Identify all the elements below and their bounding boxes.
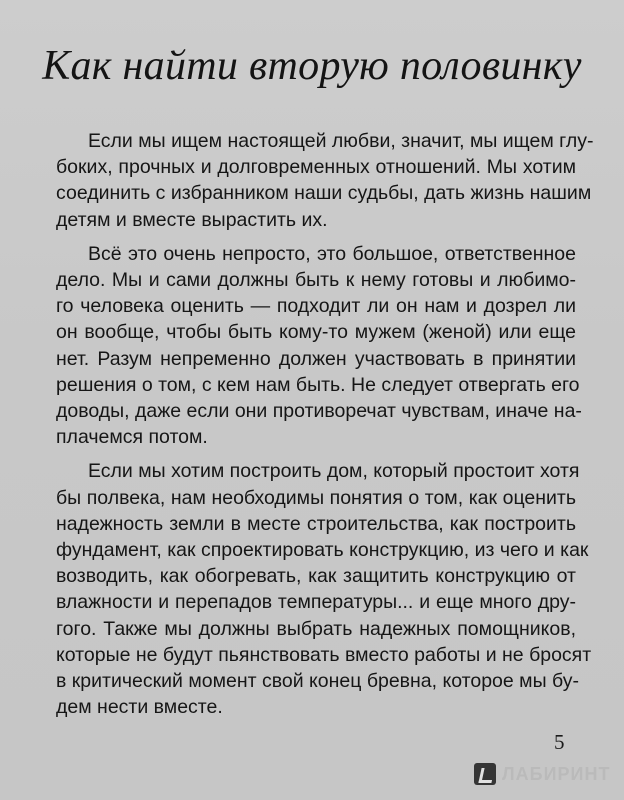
text-line: боких, прочных и долговременных отношений. Мы хотим bbox=[56, 156, 576, 179]
text-line: он вообще, чтобы быть кому-то мужем (женой) или еще bbox=[56, 321, 576, 344]
text-line: гого. Также мы должны выбрать надежных помощников, bbox=[56, 617, 576, 640]
text-line: в критический момент свой конец бревна, которое мы бу- bbox=[56, 670, 579, 693]
text-line: решения о том, с кем нам быть. Не следует отвергать его bbox=[56, 373, 580, 396]
labirint-l-logo-icon bbox=[474, 763, 496, 785]
text-line: которые не будут пьянствовать вместо работы и не бросят bbox=[56, 643, 592, 666]
text-line: плачемся потом. bbox=[56, 426, 208, 449]
text-line: доводы, даже если они противоречат чувствам, иначе на- bbox=[56, 400, 582, 423]
text-line: Если мы хотим построить дом, который простоит хотя bbox=[88, 460, 580, 483]
text-line: фундамент, как спроектировать конструкцию, из чего и как bbox=[56, 539, 589, 562]
chapter-title: Как найти вторую половинку bbox=[42, 43, 582, 89]
text-line: соединить с избранником наши судьбы, дать жизнь нашим bbox=[56, 182, 592, 205]
paragraph-gap bbox=[56, 233, 576, 241]
text-line: Всё это очень непросто, это большое, ответственное bbox=[88, 242, 576, 265]
text-line: Если мы ищем настоящей любви, значит, мы ищем глу- bbox=[88, 130, 594, 152]
text-line: бы полвека, нам необходимы понятия о том, как оценить bbox=[56, 486, 576, 509]
text-line: возводить, как обогревать, как защитить конструкцию от bbox=[56, 565, 576, 588]
page-number: 5 bbox=[554, 730, 565, 754]
paragraph-gap bbox=[56, 450, 576, 458]
paragraph bbox=[56, 458, 592, 720]
watermark bbox=[474, 763, 610, 785]
paragraph bbox=[56, 241, 582, 451]
text-line: нет. Разум непременно должен участвовать в принятии bbox=[56, 347, 576, 370]
text-line: детям и вместе вырастить их. bbox=[56, 208, 328, 231]
paragraph bbox=[56, 128, 594, 233]
body-text bbox=[56, 128, 594, 720]
text-line: дем нести вместе. bbox=[56, 696, 223, 719]
text-line: надежность земли в месте строительства, как построить bbox=[56, 512, 576, 535]
text-line: го человека оценить — подходит ли он нам и дозрел ли bbox=[56, 295, 576, 318]
text-line: дело. Мы и сами должны быть к нему готовы и любимо- bbox=[56, 269, 576, 292]
watermark-text: ЛАБИРИНТ bbox=[502, 763, 611, 784]
text-line: влажности и перепадов температуры... и еще много дру- bbox=[56, 591, 576, 614]
